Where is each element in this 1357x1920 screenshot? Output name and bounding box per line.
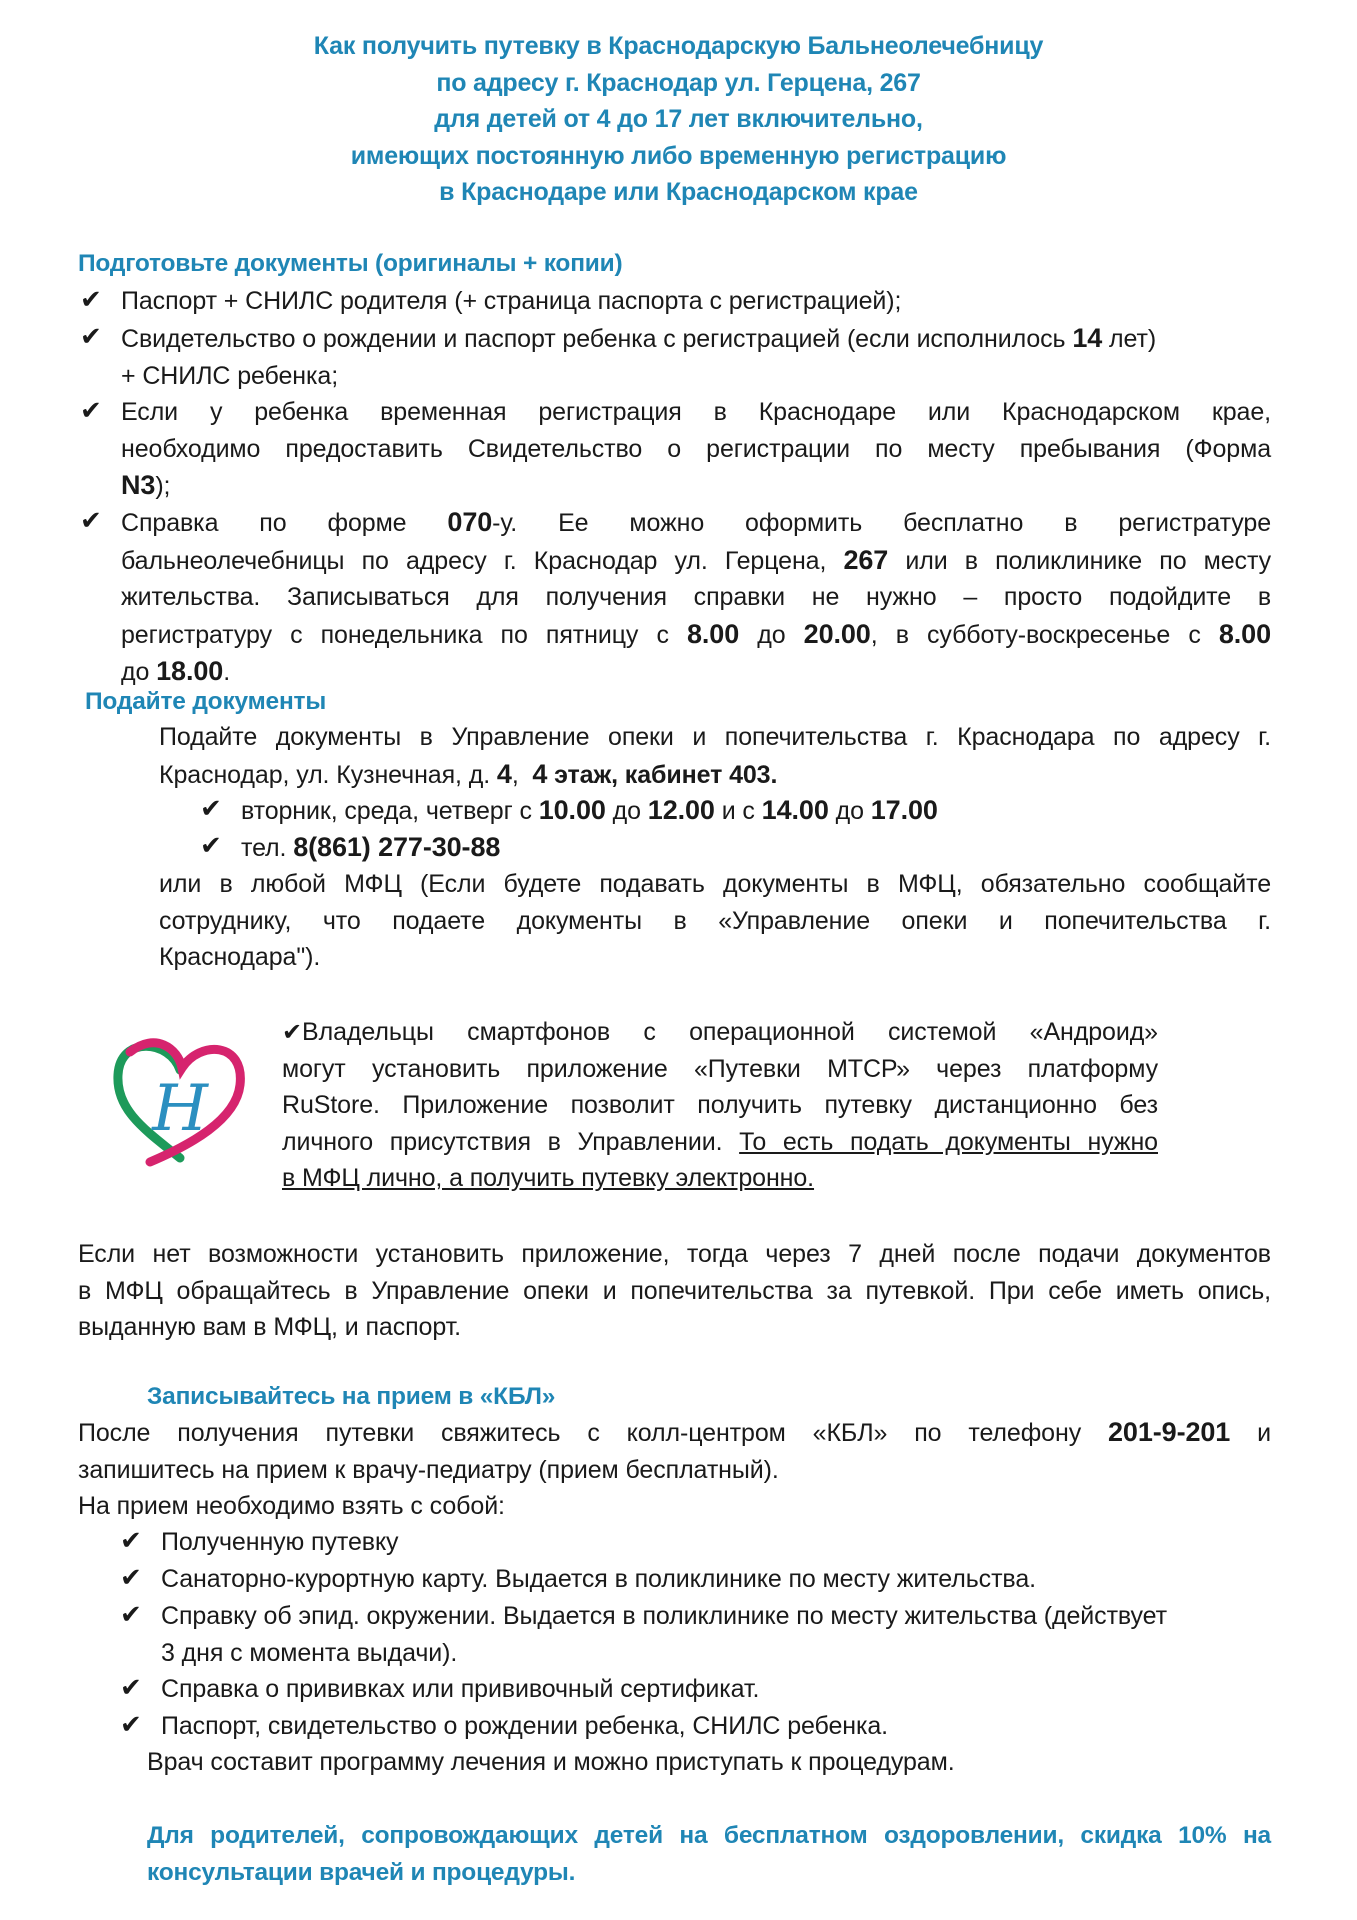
title-line: Как получить путевку в Краснодарскую Бальнеолечебницу <box>313 32 1044 60</box>
list-item <box>121 320 1271 394</box>
list-item-text: -у. Ее можно оформить бесплатно в регистратуре <box>492 509 1272 537</box>
list-item-text: ); <box>155 472 171 501</box>
bold-number: 14 <box>1072 323 1103 353</box>
checkmark-icon: ✔ <box>80 396 102 426</box>
paragraph-text: RuStore. Приложение позволит получить путевку дистанционно без <box>282 1091 1158 1120</box>
list-item <box>161 1598 1271 1671</box>
phone-label: тел. <box>241 834 294 862</box>
checkmark-icon: ✔ <box>200 794 222 824</box>
section-heading-submit-documents: Подайте документы <box>85 688 327 715</box>
section-heading-prepare-documents: Подготовьте документы (оригиналы + копии) <box>78 250 623 277</box>
checkmark-icon: ✔ <box>200 831 222 861</box>
android-app-note <box>282 1014 1158 1197</box>
paragraph-text: выданную вам в МФЦ, и паспорт. <box>78 1313 462 1342</box>
list-item-text: Паспорт + СНИЛС родителя (+ страница паспорта с регистрацией); <box>121 287 902 315</box>
paragraph-text: После получения путевки свяжитесь с колл-центром «КБЛ» по телефону <box>78 1419 1109 1447</box>
checkmark-icon: ✔ <box>120 1673 142 1703</box>
bold-time: 20.00 <box>803 618 871 649</box>
list-item-text: Справку об эпид. окружении. Выдается в поликлинике по месту жительства (действует <box>161 1602 1167 1630</box>
list-item-text: 3 дня с момента выдачи). <box>161 1638 458 1667</box>
list-item-text: Свидетельство о рождении и паспорт ребенка с регистрацией (если исполнилось <box>121 325 1073 353</box>
phone-number: 201-9-201 <box>1108 1417 1231 1447</box>
mfc-paragraph <box>159 866 1271 976</box>
title-line: для детей от 4 до 17 лет включительно, <box>434 105 923 133</box>
list-item-text: лет) <box>1102 325 1157 353</box>
office-phone <box>241 829 1241 867</box>
paragraph-text: личного присутствия в Управлении. <box>282 1127 740 1156</box>
checkmark-icon: ✔ <box>80 506 102 536</box>
list-item-text: регистратуру с понедельника по пятницу с <box>121 620 687 649</box>
list-item: Паспорт, свидетельство о рождении ребенка, СНИЛС ребенка. <box>161 1712 889 1740</box>
title-line: имеющих постоянную либо временную регистрацию <box>350 141 1007 170</box>
paragraph-text: запишитесь на прием к врачу-педиатру (прием бесплатный). <box>78 1455 779 1484</box>
list-item: Справка о прививках или прививочный сертификат. <box>161 1675 760 1703</box>
office-hours <box>241 792 1241 830</box>
checkmark-icon: ✔ <box>80 322 102 352</box>
phone-number: 8(861) 277-30-88 <box>293 832 501 862</box>
paragraph-text: Если нет возможности установить приложение, тогда через 7 дней после подачи документов <box>78 1240 1271 1268</box>
checkmark-icon: ✔ <box>120 1563 142 1593</box>
note-text: консультации врачей и процедуры. <box>147 1859 576 1886</box>
list-item <box>121 283 1271 320</box>
list-item-text: Справка по форме <box>121 509 448 537</box>
fallback-paragraph <box>78 1236 1271 1346</box>
bold-text: 4 <box>532 758 548 789</box>
section-heading-book-appointment: Записывайтесь на прием в «КБЛ» <box>147 1383 556 1410</box>
bold-time: 14.00 <box>761 795 829 825</box>
title-line: по адресу г. Краснодар ул. Герцена, 267 <box>436 68 921 97</box>
bold-time: 10.00 <box>538 795 606 825</box>
appointment-paragraph <box>78 1414 1271 1525</box>
paragraph-text: или в любой МФЦ (Если будете подавать документы в МФЦ, обязательно сообщайте <box>159 870 1271 898</box>
bold-time: 12.00 <box>647 795 715 825</box>
hours-text: вторник, среда, четверг с <box>241 797 539 825</box>
checkmark-icon: ✔ <box>120 1710 142 1740</box>
list-item-text: жительства. Записываться для получения справки не нужно – просто подойдите в <box>121 583 1271 612</box>
bold-time: 17.00 <box>870 795 938 825</box>
checkmark-icon: ✔ <box>120 1600 142 1630</box>
bold-time: 8.00 <box>1218 618 1272 649</box>
list-item-text: Если у ребенка временная регистрация в Краснодаре или Краснодарском крае, <box>121 398 1271 426</box>
title-line: в Краснодаре или Краснодарском крае <box>439 178 918 206</box>
paragraph-text: этаж, кабинет 403. <box>547 760 778 789</box>
bold-time: 18.00 <box>156 656 224 687</box>
list-item-text: бальнеолечебницы по адресу г. Краснодар ул. Герцена, <box>121 546 844 575</box>
checkmark-icon: ✔ <box>282 1018 303 1046</box>
list-item-text: необходимо предоставить Свидетельство о регистрации по месту пребывания (Форма <box>121 434 1271 463</box>
paragraph-text: в МФЦ обращайтесь в Управление опеки и попечительства за путевкой. При себе иметь опись, <box>78 1276 1271 1305</box>
list-item <box>121 394 1271 505</box>
paragraph-text: и <box>1230 1419 1271 1447</box>
svg-text:H: H <box>152 1072 208 1146</box>
underlined-text: в МФЦ лично, а получить путевку электронно. <box>282 1164 815 1193</box>
hours-text: и с <box>714 797 762 825</box>
paragraph-text: На прием необходимо взять с собой: <box>78 1492 505 1521</box>
underlined-text: То есть подать документы нужно <box>739 1127 1158 1156</box>
submit-address-paragraph <box>159 719 1271 793</box>
list-item: Санаторно-курортную карту. Выдается в поликлинике по месту жительства. <box>161 1565 1036 1593</box>
bold-text: N3 <box>121 470 156 501</box>
closing-text: Врач составит программу лечения и можно приступать к процедурам. <box>147 1748 955 1776</box>
paragraph-text: Краснодар, ул. Кузнечная, д. <box>159 760 497 789</box>
list-item-text: или в поликлинике по месту <box>888 546 1271 575</box>
list-item-text: до <box>739 620 804 649</box>
paragraph-text: Краснодара"). <box>159 943 321 972</box>
bold-text: 4 <box>496 758 512 789</box>
heart-logo-icon <box>110 1030 250 1170</box>
list-item-text: до <box>121 658 157 687</box>
paragraph-text: сотруднику, что подаете документы в «Управление опеки и попечительства г. <box>159 906 1271 935</box>
bold-text: 070 <box>447 507 493 537</box>
list-item: Полученную путевку <box>161 1528 399 1556</box>
document-title <box>0 28 1357 211</box>
paragraph-text: Подайте документы в Управление опеки и попечительства г. Краснодара по адресу г. <box>159 723 1271 751</box>
paragraph-text: , <box>511 760 533 789</box>
bold-text: 267 <box>843 544 889 575</box>
parent-discount-note <box>147 1817 1271 1891</box>
note-text: Для родителей, сопровождающих детей на бесплатном оздоровлении, скидка 10% на <box>147 1822 1271 1849</box>
hours-text: до <box>605 797 648 825</box>
list-item-text: . <box>223 658 231 687</box>
list-item-text: , в субботу-воскресенье с <box>870 620 1219 649</box>
bold-time: 8.00 <box>686 618 740 649</box>
checkmark-icon: ✔ <box>120 1526 142 1556</box>
list-item <box>121 504 1271 691</box>
paragraph-text: могут установить приложение «Путевки МТСР» через платформу <box>282 1054 1158 1083</box>
checkmark-icon: ✔ <box>80 285 102 315</box>
list-item-text: + СНИЛС ребенка; <box>121 361 339 390</box>
paragraph-text: Владельцы смартфонов с операционной системой «Андроид» <box>302 1018 1158 1046</box>
hours-text: до <box>828 797 871 825</box>
